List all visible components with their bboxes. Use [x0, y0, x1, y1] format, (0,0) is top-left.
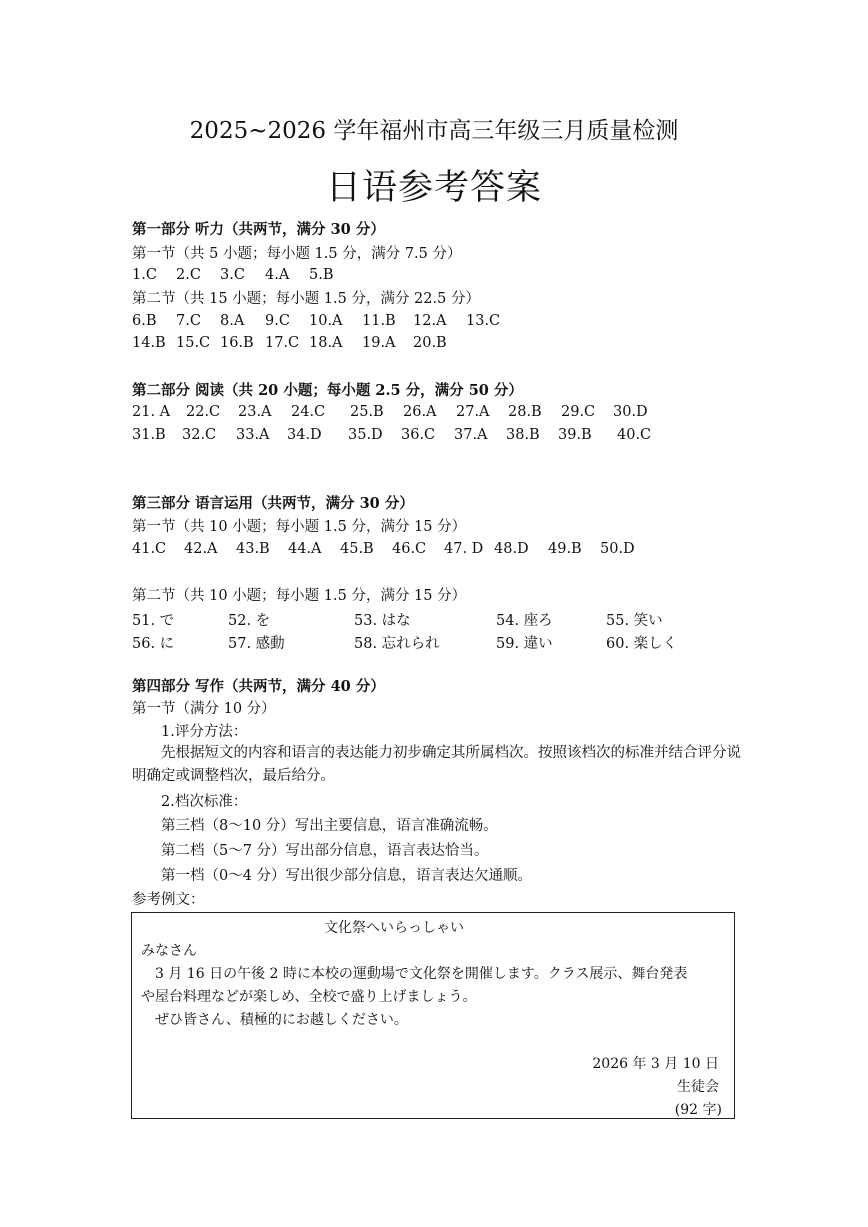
answer-item: 15.C: [176, 335, 211, 351]
essay-title: 文化祭へいらっしゃい: [324, 920, 464, 936]
sample-essay-box: [131, 912, 735, 1119]
part1-heading: 第一部分 听力（共两节，满分 30 分）: [132, 221, 385, 238]
grade-levels-title: 2.档次标准：: [161, 794, 248, 810]
answer-item: 24.C: [291, 404, 326, 420]
essay-line-3: ぜひ皆さん、積極的にお越しください。: [155, 1012, 408, 1028]
answer-item: 35.D: [348, 427, 383, 443]
answer-item: 54. 座ろ: [496, 613, 553, 629]
answer-item: 31.B: [132, 427, 166, 443]
answer-item: 17.C: [265, 335, 300, 351]
answer-item: 41.C: [132, 541, 167, 557]
grade-level-3: 第三档（8～10 分）写出主要信息，语言准确流畅。: [161, 818, 498, 834]
answer-item: 6.B: [132, 313, 157, 329]
answer-item: 37.A: [454, 427, 488, 443]
answer-item: 47. D: [444, 541, 484, 557]
answer-item: 48.D: [494, 541, 529, 557]
part1-sec1-heading: 第一节（共 5 小题；每小题 1.5 分，满分 7.5 分）: [132, 246, 462, 262]
part3-heading: 第三部分 语言运用（共两节，满分 30 分）: [132, 495, 414, 512]
answer-item: 57. 感動: [228, 636, 285, 652]
answer-item: 27.A: [456, 404, 490, 420]
answer-item: 50.D: [600, 541, 635, 557]
answer-item: 9.C: [265, 313, 290, 329]
answer-item: 40.C: [617, 427, 652, 443]
answer-item: 8.A: [220, 313, 245, 329]
answer-item: 51. で: [132, 613, 175, 629]
answer-item: 10.A: [309, 313, 343, 329]
document-title: 2025~2026 学年福州市高三年级三月质量检测: [189, 118, 679, 144]
answer-item: 4.A: [265, 267, 290, 283]
answer-item: 55. 笑い: [606, 613, 663, 629]
part3-sec2-heading: 第二节（共 10 小题；每小题 1.5 分，满分 15 分）: [132, 588, 467, 604]
part4-sec1-heading: 第一节（满分 10 分）: [132, 701, 276, 717]
scoring-method-text: 先根据短文的内容和语言的表达能力初步确定其所属档次。按照该档次的标准并结合评分说明确定或调整档次，最后给分。: [132, 745, 741, 784]
answer-item: 19.A: [362, 335, 396, 351]
answer-item: 58. 忘れられ: [354, 636, 440, 652]
answer-item: 49.B: [548, 541, 582, 557]
answer-item: 30.D: [613, 404, 648, 420]
answer-item: 13.C: [466, 313, 501, 329]
answer-item: 5.B: [309, 267, 334, 283]
answer-item: 60. 楽しく: [606, 636, 678, 652]
answer-item: 34.D: [287, 427, 322, 443]
part4-heading: 第四部分 写作（共两节，满分 40 分）: [132, 678, 385, 695]
essay-char-count: (92 字): [674, 1102, 722, 1118]
essay-date: 2026 年 3 月 10 日: [592, 1056, 719, 1072]
answer-item: 56. に: [132, 636, 175, 652]
answer-item: 38.B: [506, 427, 540, 443]
answer-item: 43.B: [236, 541, 270, 557]
answer-item: 12.A: [413, 313, 447, 329]
answer-item: 25.B: [350, 404, 384, 420]
grade-level-2: 第二档（5～7 分）写出部分信息，语言表达恰当。: [161, 843, 489, 859]
part2-heading: 第二部分 阅读（共 20 小题；每小题 2.5 分，满分 50 分）: [132, 382, 523, 399]
essay-line-1: 3 月 16 日の午後 2 時に本校の運動場で文化祭を開催します。クラス展示、舞台発表: [155, 966, 688, 982]
answer-item: 21. A: [132, 404, 171, 420]
answer-item: 26.A: [403, 404, 437, 420]
answer-item: 59. 違い: [496, 636, 553, 652]
answer-item: 18.A: [309, 335, 343, 351]
answer-item: 53. はな: [354, 613, 411, 629]
answer-item: 44.A: [288, 541, 322, 557]
answer-item: 16.B: [220, 335, 254, 351]
answer-item: 45.B: [340, 541, 374, 557]
answer-item: 39.B: [558, 427, 592, 443]
part1-sec2-heading: 第二节（共 15 小题；每小题 1.5 分，满分 22.5 分）: [132, 291, 480, 307]
answer-item: 3.C: [220, 267, 245, 283]
grade-level-1: 第一档（0～4 分）写出很少部分信息，语言表达欠通顺。: [161, 868, 533, 884]
answer-item: 36.C: [401, 427, 436, 443]
essay-signer: 生徒会: [677, 1079, 719, 1095]
answer-item: 22.C: [186, 404, 221, 420]
answer-item: 42.A: [184, 541, 218, 557]
essay-line-2: や屋台料理などが楽しめ、全校で盛り上げましょう。: [141, 989, 477, 1005]
scoring-method-title: 1.评分方法：: [161, 724, 248, 740]
answer-item: 29.C: [561, 404, 596, 420]
answer-item: 23.A: [238, 404, 272, 420]
answer-item: 32.C: [182, 427, 217, 443]
sample-essay-label: 参考例文：: [132, 892, 205, 908]
answer-item: 28.B: [508, 404, 542, 420]
answer-item: 7.C: [176, 313, 201, 329]
answer-item: 52. を: [228, 613, 271, 629]
answer-item: 11.B: [362, 313, 396, 329]
answer-item: 14.B: [132, 335, 166, 351]
answer-item: 33.A: [236, 427, 270, 443]
part3-sec1-heading: 第一节（共 10 小题；每小题 1.5 分，满分 15 分）: [132, 519, 467, 535]
answer-item: 1.C: [132, 267, 157, 283]
answer-item: 46.C: [392, 541, 427, 557]
answer-item: 20.B: [413, 335, 447, 351]
answer-item: 2.C: [176, 267, 201, 283]
essay-greeting: みなさん: [141, 943, 197, 959]
document-subtitle: 日语参考答案: [325, 168, 542, 208]
